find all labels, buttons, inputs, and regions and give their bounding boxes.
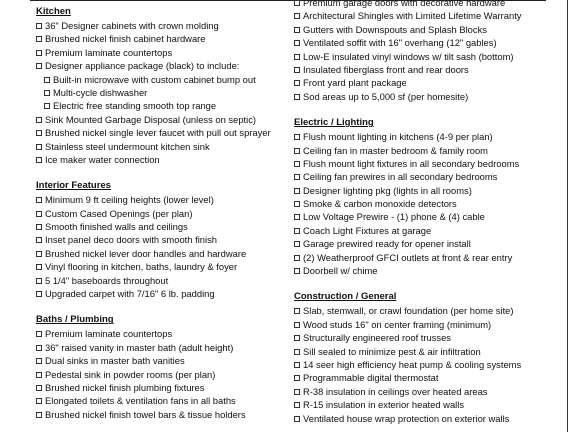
checkbox-icon (36, 117, 42, 123)
checkbox-icon (36, 36, 42, 42)
list-item: Sink Mounted Garbage Disposal (unless on septic) (36, 113, 288, 126)
list-item: Doorbell w/ chime (294, 264, 554, 277)
list-item: Premium garage doors with decorative hardware (294, 0, 554, 9)
kitchen-list (36, 19, 288, 166)
list-item: Smoke & carbon monoxide detectors (294, 197, 554, 210)
kitchen-title: Kitchen (36, 6, 71, 17)
checkbox-icon (36, 144, 42, 150)
checkbox-icon (36, 398, 42, 404)
checkbox-icon (294, 40, 300, 46)
list-subitem: Electric free standing smooth top range (36, 99, 288, 112)
list-item: R-15 insulation in exterior heated walls (294, 398, 554, 411)
electric-title: Electric / Lighting (294, 117, 374, 129)
checkbox-icon (294, 188, 300, 194)
checkbox-icon (36, 358, 42, 364)
right-column (294, 0, 554, 425)
list-item: Designer lighting pkg (lights in all rooms) (294, 184, 554, 197)
construction-title: Construction / General (294, 291, 397, 303)
list-item: Flush mount light fixtures in all secondary bedrooms (294, 157, 554, 170)
list-item: Gutters with Downspouts and Splash Blocks (294, 23, 554, 36)
construction-list (294, 304, 554, 425)
checkbox-icon (36, 264, 42, 270)
list-item: Inset panel deco doors with smooth finish (36, 233, 288, 246)
list-item: 36" raised vanity in master bath (adult height) (36, 341, 288, 354)
interior-list (36, 193, 288, 300)
list-item: Ceiling fan in master bedroom & family room (294, 144, 554, 157)
list-item: Brushed nickel finish towel bars & tissue holders (36, 408, 288, 421)
list-item: Brushed nickel lever door handles and hardware (36, 247, 288, 260)
list-item: Flush mount lighting in kitchens (4-9 per plan) (294, 130, 554, 143)
list-item: Vinyl flooring in kitchen, baths, laundry & foyer (36, 260, 288, 273)
list-item: Sill sealed to minimize pest & air infiltration (294, 345, 554, 358)
list-item: Smooth finished walls and ceilings (36, 220, 288, 233)
checkbox-icon (36, 345, 42, 351)
checkbox-icon (36, 211, 42, 217)
list-item: Pedestal sink in powder rooms (per plan) (36, 368, 288, 381)
checkbox-icon (36, 63, 42, 69)
checkbox-icon (294, 389, 300, 395)
checkbox-icon (294, 54, 300, 60)
list-item: 14 seer high efficiency heat pump & cooling systems (294, 358, 554, 371)
list-item: Garage prewired ready for opener install (294, 237, 554, 250)
checkbox-icon (294, 13, 300, 19)
electric-list (294, 130, 554, 277)
list-item: Ventilated soffit with 16" overhang (12" gables) (294, 36, 554, 49)
right-border (567, 0, 568, 432)
checkbox-icon (294, 241, 300, 247)
list-item: Ventilated house wrap protection on exterior walls (294, 412, 554, 425)
checkbox-icon (36, 372, 42, 378)
checkbox-icon (36, 23, 42, 29)
list-item: Structurally engineered roof trusses (294, 331, 554, 344)
checkbox-icon (294, 255, 300, 261)
list-item: Architectural Shingles with Limited Lifetime Warranty (294, 9, 554, 22)
list-item: Sod areas up to 5,000 sf (per homesite) (294, 90, 554, 103)
checkbox-icon (36, 385, 42, 391)
checkbox-icon (36, 50, 42, 56)
list-item: Slab, stemwall, or crawl foundation (per home site) (294, 304, 554, 317)
checkbox-icon (44, 103, 50, 109)
checkbox-icon (294, 349, 300, 355)
list-item: Brushed nickel finish cabinet hardware (36, 32, 288, 45)
checkbox-icon (294, 308, 300, 314)
exterior-list (294, 0, 554, 103)
checkbox-icon (294, 201, 300, 207)
checkbox-icon (44, 90, 50, 96)
checkbox-icon (294, 402, 300, 408)
list-item: Insulated fiberglass front and rear doors (294, 63, 554, 76)
baths-title: Baths / Plumbing (36, 314, 114, 326)
checkbox-icon (36, 331, 42, 337)
list-item: Low-E insulated vinyl windows w/ tilt sash (bottom) (294, 50, 554, 63)
checkbox-icon (294, 362, 300, 368)
list-item: R-38 insulation in ceilings over heated areas (294, 385, 554, 398)
checkbox-icon (294, 0, 300, 6)
list-item: Ceiling fan prewires in all secondary bedrooms (294, 170, 554, 183)
checkbox-icon (294, 148, 300, 154)
list-item: 36" Designer cabinets with crown molding (36, 19, 288, 32)
list-item: Designer appliance package (black) to include: (36, 59, 288, 72)
checkbox-icon (36, 291, 42, 297)
list-item: Premium laminate countertops (36, 46, 288, 59)
checkbox-icon (36, 197, 42, 203)
list-item: 5 1/4" baseboards throughout (36, 274, 288, 287)
list-subitem: Built-in microwave with custom cabinet bump out (36, 73, 288, 86)
interior-title: Interior Features (36, 180, 111, 192)
checkbox-icon (294, 214, 300, 220)
checkbox-icon (294, 335, 300, 341)
checkbox-icon (294, 228, 300, 234)
checkbox-icon (294, 322, 300, 328)
list-item: Front yard plant package (294, 76, 554, 89)
checkbox-icon (294, 375, 300, 381)
checkbox-icon (36, 251, 42, 257)
list-item: Dual sinks in master bath vanities (36, 354, 288, 367)
list-item: Brushed nickel finish plumbing fixtures (36, 381, 288, 394)
checkbox-icon (294, 94, 300, 100)
list-item: Custom Cased Openings (per plan) (36, 207, 288, 220)
checkbox-icon (294, 27, 300, 33)
list-item: Stainless steel undermount kitchen sink (36, 140, 288, 153)
list-item: Upgraded carpet with 7/16" 6 lb. padding (36, 287, 288, 300)
checkbox-icon (294, 416, 300, 422)
list-item: Ice maker water connection (36, 153, 288, 166)
baths-list (36, 327, 288, 421)
checkbox-icon (294, 161, 300, 167)
checkbox-icon (36, 412, 42, 418)
checkbox-icon (36, 278, 42, 284)
list-item: (2) Weatherproof GFCI outlets at front & rear entry (294, 251, 554, 264)
list-item: Brushed nickel single lever faucet with pull out sprayer (36, 126, 288, 139)
checkbox-icon (36, 237, 42, 243)
checkbox-icon (44, 77, 50, 83)
list-subitem: Multi-cycle dishwasher (36, 86, 288, 99)
list-item: Premium laminate countertops (36, 327, 288, 340)
checkbox-icon (294, 67, 300, 73)
checkbox-icon (36, 224, 42, 230)
list-item: Elongated toilets & ventilation fans in all baths (36, 394, 288, 407)
checkbox-icon (294, 174, 300, 180)
checkbox-icon (294, 80, 300, 86)
checkbox-icon (294, 134, 300, 140)
list-item: Programmable digital thermostat (294, 371, 554, 384)
list-item: Coach Light Fixtures at garage (294, 224, 554, 237)
checkbox-icon (36, 130, 42, 136)
checkbox-icon (36, 157, 42, 163)
list-item: Low Voltage Prewire - (1) phone & (4) cable (294, 210, 554, 223)
checkbox-icon (294, 268, 300, 274)
list-item: Wood studs 16" on center framing (minimum) (294, 318, 554, 331)
left-column (36, 5, 288, 421)
list-item: Minimum 9 ft ceiling heights (lower level) (36, 193, 288, 206)
